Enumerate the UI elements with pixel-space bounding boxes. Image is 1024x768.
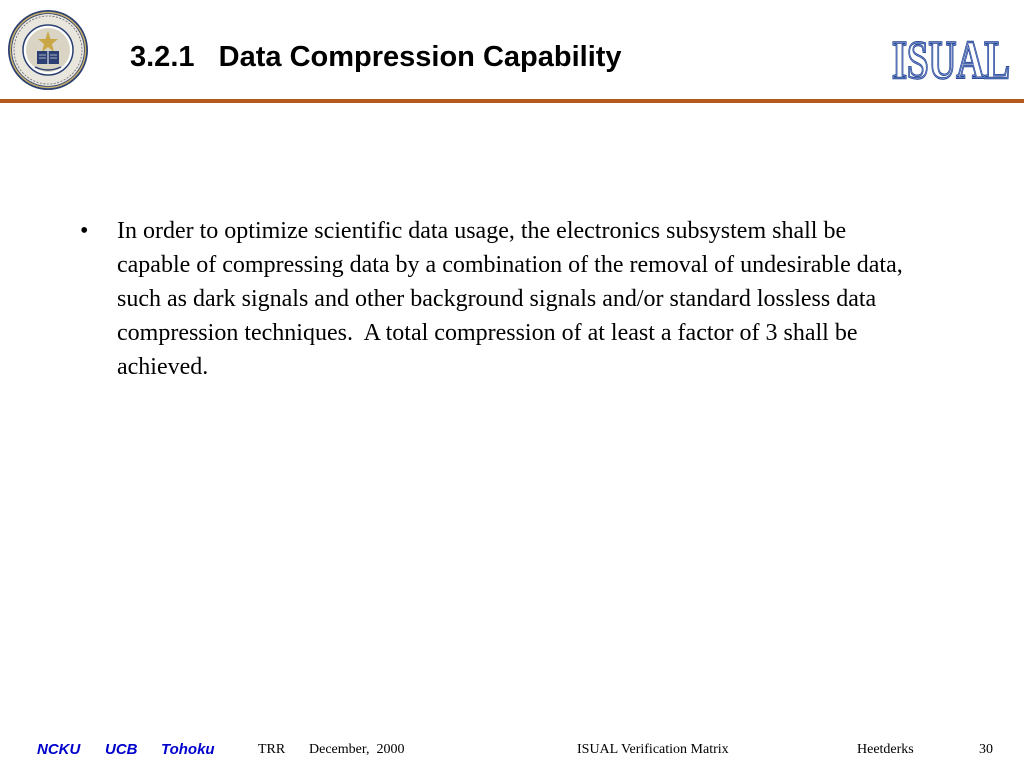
footer-org-tohoku: Tohoku — [161, 741, 215, 758]
bullet-list-item — [80, 214, 920, 384]
slide-footer — [0, 740, 1024, 762]
footer-org-ucb: UCB — [105, 741, 138, 758]
isual-logo-text-inner: ISUAL — [892, 30, 1010, 90]
footer-review: TRR — [258, 742, 286, 757]
footer-page-number: 30 — [979, 742, 993, 757]
footer-org-ncku: NCKU — [37, 741, 81, 758]
footer-document-title: ISUAL Verification Matrix — [577, 742, 729, 757]
header-divider — [0, 99, 1024, 103]
bullet-marker: • — [80, 218, 89, 244]
slide-title: 3.2.1 Data Compression Capability — [130, 41, 622, 73]
bullet-text: In order to optimize scientific data usage, the electronics subsystem shall be capable of compressing data by a combination of the removal of undesirable data, such as dark signals and other background signals and/or standard lossless data compression techniques. A total compression of at least a factor of 3 shall be achieved. — [117, 218, 909, 380]
isual-logo-icon — [888, 28, 1014, 90]
footer-date: December, 2000 — [309, 742, 405, 757]
footer-author: Heetderks — [857, 742, 914, 757]
university-seal-icon — [7, 9, 89, 91]
isual-logo-text: ISUAL — [892, 30, 1010, 90]
